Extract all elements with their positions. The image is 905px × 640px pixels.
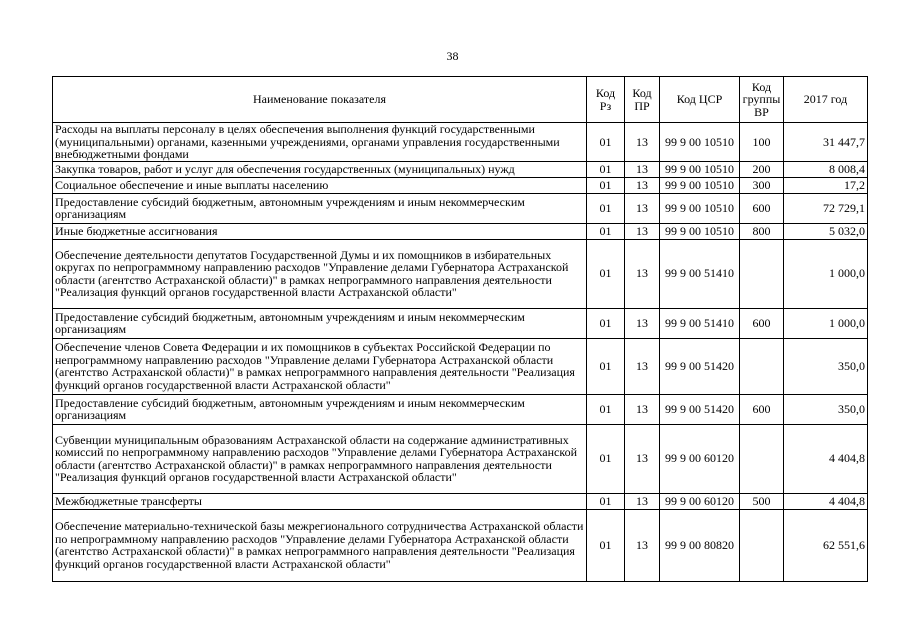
row-value: 17,2	[784, 177, 868, 193]
row-rz: 01	[587, 424, 625, 493]
row-name: Расходы на выплаты персоналу в целях обеспечения выполнения функций государственными (муниципальными) органами, казенными учреждениями, органами управления государственными внебюджетными фондами	[53, 123, 587, 162]
row-csr: 99 9 00 51420	[660, 338, 740, 394]
row-rz: 01	[587, 394, 625, 424]
row-pr: 13	[625, 161, 660, 177]
row-value: 350,0	[784, 394, 868, 424]
table-row	[53, 223, 868, 239]
row-pr: 13	[625, 239, 660, 308]
row-pr: 13	[625, 424, 660, 493]
row-rz: 01	[587, 223, 625, 239]
row-rz: 01	[587, 338, 625, 394]
row-csr: 99 9 00 10510	[660, 161, 740, 177]
row-csr: 99 9 00 10510	[660, 177, 740, 193]
row-vr: 800	[740, 223, 784, 239]
row-name: Социальное обеспечение и иные выплаты населению	[53, 177, 587, 193]
row-rz: 01	[587, 308, 625, 338]
row-value: 350,0	[784, 338, 868, 394]
row-name: Иные бюджетные ассигнования	[53, 223, 587, 239]
row-vr: 600	[740, 193, 784, 223]
table-row	[53, 509, 868, 581]
row-value: 1 000,0	[784, 239, 868, 308]
row-value: 4 404,8	[784, 493, 868, 509]
row-rz: 01	[587, 177, 625, 193]
header-vr: Код группы ВР	[740, 77, 784, 123]
row-name: Предоставление субсидий бюджетным, автономным учреждениям и иным некоммерческим организациям	[53, 308, 587, 338]
row-rz: 01	[587, 123, 625, 162]
table-row	[53, 394, 868, 424]
row-rz: 01	[587, 161, 625, 177]
row-pr: 13	[625, 493, 660, 509]
row-csr: 99 9 00 60120	[660, 424, 740, 493]
row-name: Обеспечение членов Совета Федерации и их помощников в субъектах Российской Федерации по непрограммному направлению расходов "Управление делами Губернатора Астраханской области (агентство Астраханской области)" в рамках непрограммного направления деятельности "Реализация функций органов государственной власти Астраханской области"	[53, 338, 587, 394]
row-pr: 13	[625, 223, 660, 239]
row-name: Субвенции муниципальным образованиям Астраханской области на содержание административных комиссий по непрограммному направлению расходов "Управление делами Губернатора Астраханской области (агентство Астраханской области)" в рамках непрограммного направления деятельности "Реализация функций органов государственной власти Астраханской области"	[53, 424, 587, 493]
table-row	[53, 123, 868, 162]
row-value: 5 032,0	[784, 223, 868, 239]
header-pr: Код ПР	[625, 77, 660, 123]
table-row	[53, 161, 868, 177]
table-row	[53, 308, 868, 338]
table-row	[53, 177, 868, 193]
row-value: 72 729,1	[784, 193, 868, 223]
row-value: 8 008,4	[784, 161, 868, 177]
row-csr: 99 9 00 10510	[660, 123, 740, 162]
row-name: Межбюджетные трансферты	[53, 493, 587, 509]
header-rz: Код Рз	[587, 77, 625, 123]
table-row	[53, 493, 868, 509]
row-value: 1 000,0	[784, 308, 868, 338]
row-pr: 13	[625, 123, 660, 162]
row-csr: 99 9 00 51410	[660, 308, 740, 338]
row-value: 4 404,8	[784, 424, 868, 493]
row-vr	[740, 338, 784, 394]
row-vr: 100	[740, 123, 784, 162]
row-name: Предоставление субсидий бюджетным, автономным учреждениям и иным некоммерческим организациям	[53, 394, 587, 424]
row-vr: 300	[740, 177, 784, 193]
row-pr: 13	[625, 509, 660, 581]
row-vr: 500	[740, 493, 784, 509]
row-name: Предоставление субсидий бюджетным, автономным учреждениям и иным некоммерческим организациям	[53, 193, 587, 223]
table-row	[53, 424, 868, 493]
row-vr: 600	[740, 308, 784, 338]
row-csr: 99 9 00 10510	[660, 223, 740, 239]
row-vr	[740, 424, 784, 493]
budget-table	[52, 76, 868, 582]
row-rz: 01	[587, 193, 625, 223]
header-name: Наименование показателя	[53, 77, 587, 123]
row-pr: 13	[625, 177, 660, 193]
row-rz: 01	[587, 493, 625, 509]
row-name: Обеспечение материально-технической базы межрегионального сотрудничества Астраханской области по непрограммному направлению расходов "Управление делами Губернатора Астраханской области (агентство Астраханской области)" в рамках непрограммного направления деятельности "Реализация функций органов государственной власти Астраханской области"	[53, 509, 587, 581]
row-value: 62 551,6	[784, 509, 868, 581]
row-pr: 13	[625, 193, 660, 223]
row-value: 31 447,7	[784, 123, 868, 162]
row-name: Обеспечение деятельности депутатов Государственной Думы и их помощников в избирательных округах по непрограммному направлению расходов "Управление делами Губернатора Астраханской области (агентство Астраханской области)" в рамках непрограммного направления деятельности "Реализация функций органов государственной власти Астраханской области"	[53, 239, 587, 308]
header-csr: Код ЦСР	[660, 77, 740, 123]
row-rz: 01	[587, 239, 625, 308]
header-year: 2017 год	[784, 77, 868, 123]
row-csr: 99 9 00 51420	[660, 394, 740, 424]
row-csr: 99 9 00 80820	[660, 509, 740, 581]
row-csr: 99 9 00 51410	[660, 239, 740, 308]
table-row	[53, 239, 868, 308]
row-rz: 01	[587, 509, 625, 581]
page-number: 38	[446, 49, 459, 63]
row-pr: 13	[625, 308, 660, 338]
row-csr: 99 9 00 60120	[660, 493, 740, 509]
row-name: Закупка товаров, работ и услуг для обеспечения государственных (муниципальных) нужд	[53, 161, 587, 177]
row-vr: 600	[740, 394, 784, 424]
row-csr: 99 9 00 10510	[660, 193, 740, 223]
table-row	[53, 193, 868, 223]
row-pr: 13	[625, 394, 660, 424]
table-header-row	[53, 77, 868, 123]
table-row	[53, 338, 868, 394]
row-vr	[740, 509, 784, 581]
row-vr	[740, 239, 784, 308]
row-vr: 200	[740, 161, 784, 177]
row-pr: 13	[625, 338, 660, 394]
